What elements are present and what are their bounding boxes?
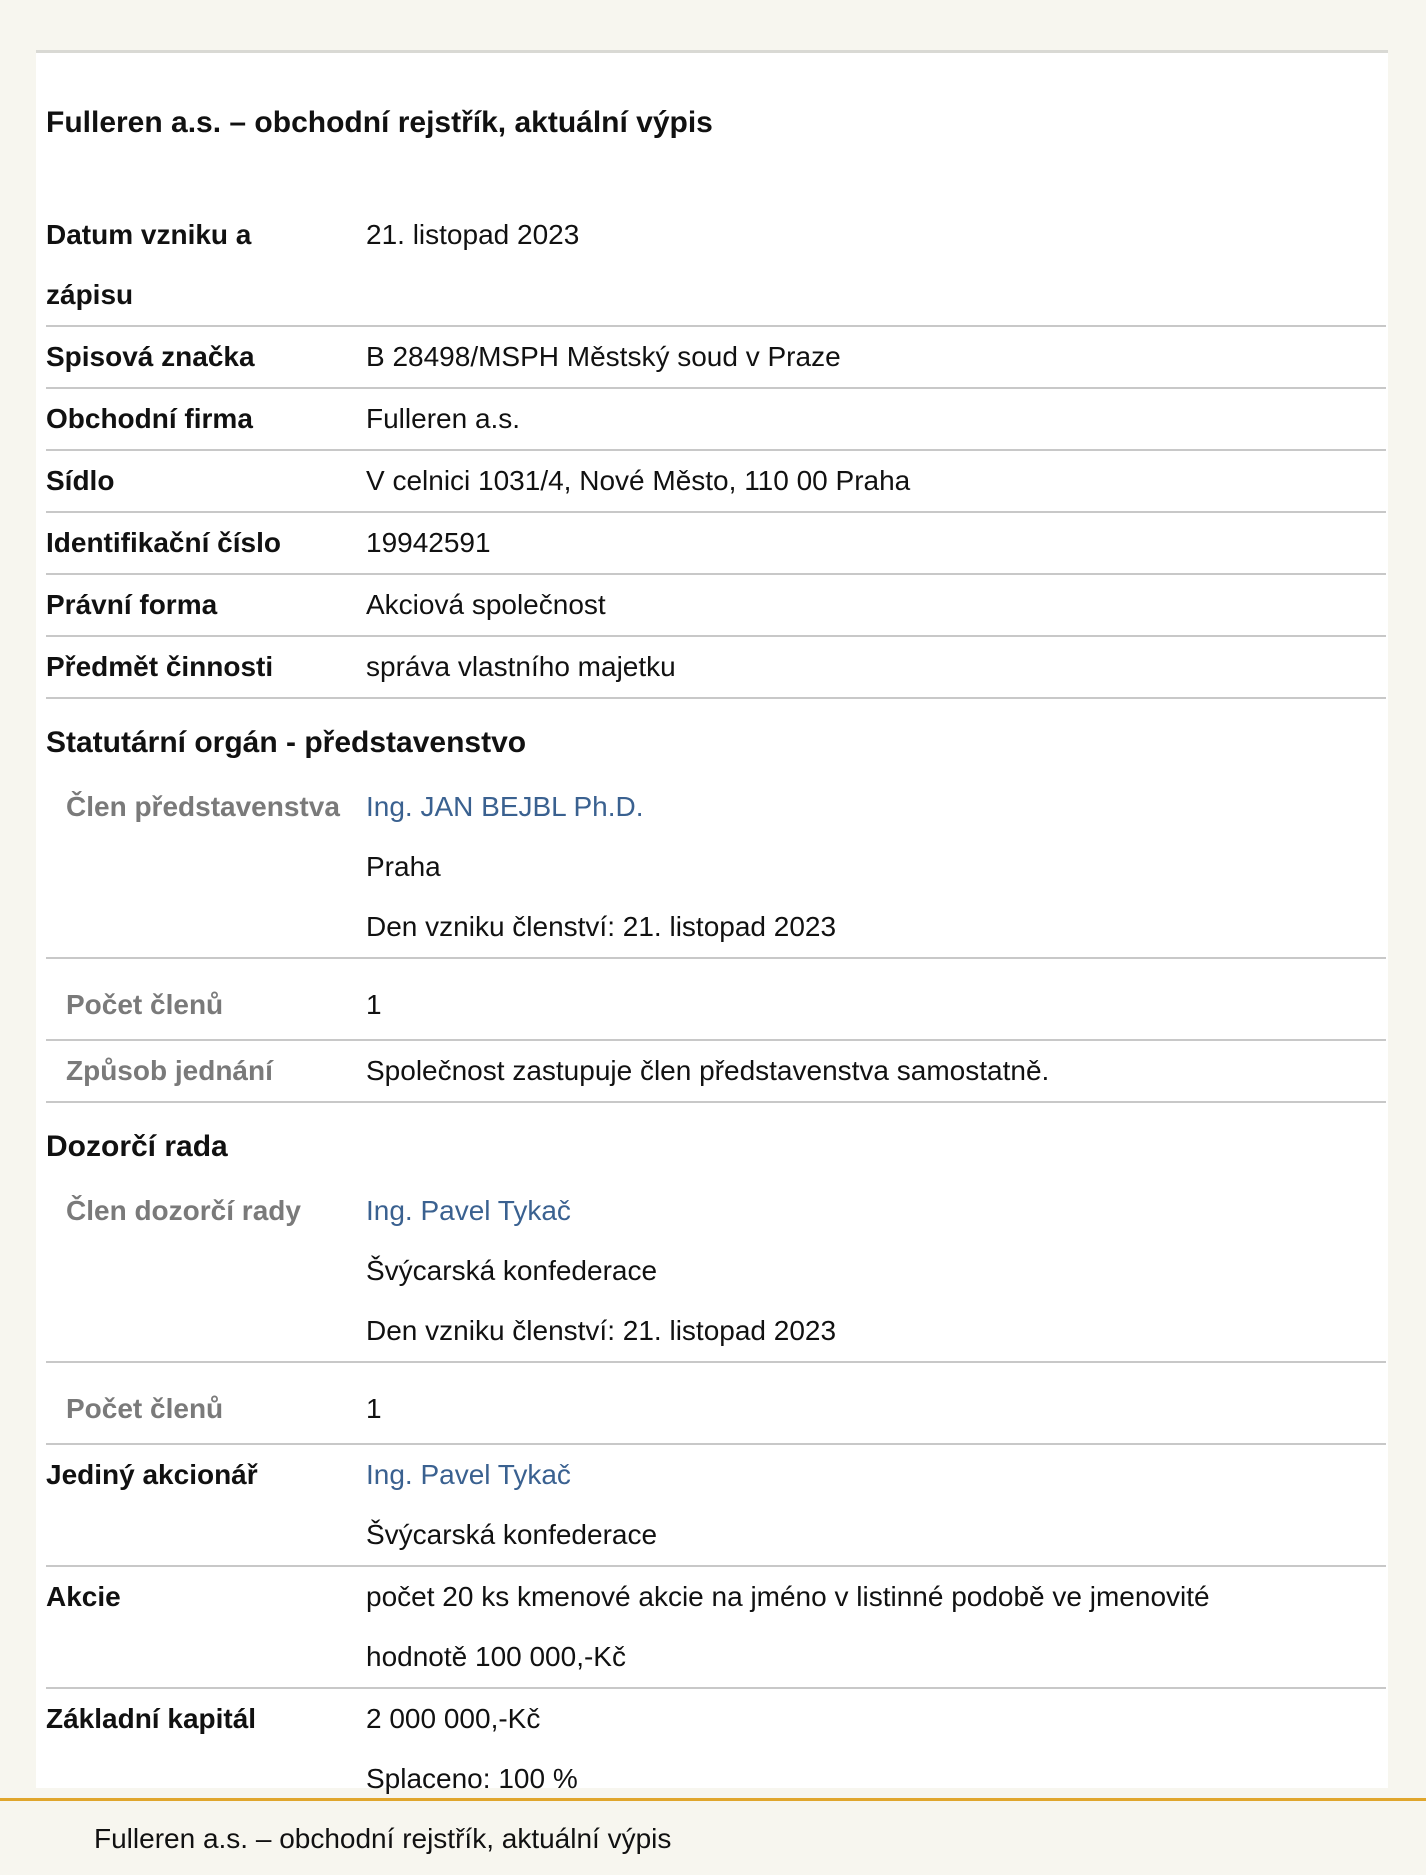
row-zakladni-kapital: [46, 1689, 1386, 1811]
value-zakladni-kapital: [366, 1689, 1386, 1809]
label-obchodni-firma: Obchodní firma: [46, 403, 253, 434]
person-link-pavel-tykac[interactable]: Ing. Pavel Tykač: [366, 1195, 571, 1226]
label-spisova-znacka: Spisová značka: [46, 341, 255, 372]
row-akcie: [46, 1567, 1386, 1689]
clen-predstavenstva-city: Praha: [366, 851, 441, 882]
clen-dozorci-rady-date: Den vzniku členství: 21. listopad 2023: [366, 1315, 837, 1346]
value-spisova-znacka: B 28498/MSPH Městský soud v Praze: [366, 341, 841, 372]
label-predmet-cinnosti: Předmět činnosti: [46, 651, 274, 682]
row-zpusob-jednani: [46, 1041, 1386, 1103]
value-jediny-akcionar: [366, 1445, 1386, 1565]
row-sidlo: [46, 451, 1386, 513]
label-pocet-clenu-dozorci: Počet členů: [66, 1393, 224, 1424]
value-clen-dozorci-rady: [366, 1181, 1386, 1361]
page-title: Fulleren a.s. – obchodní rejstřík, aktuální výpis: [46, 106, 713, 139]
label-clen-dozorci-rady: Člen dozorčí rady: [66, 1195, 301, 1226]
label-identifikacni-cislo: Identifikační číslo: [46, 527, 281, 558]
person-link-akcionar-pavel-tykac[interactable]: Ing. Pavel Tykač: [366, 1459, 571, 1490]
row-pocet-clenu-dozorci-rady: [46, 1377, 1386, 1445]
value-sidlo: V celnici 1031/4, Nové Město, 110 00 Praha: [366, 465, 911, 496]
row-clen-predstavenstva: [46, 777, 1386, 959]
footer-title: Fulleren a.s. – obchodní rejstřík, aktuální výpis: [94, 1823, 672, 1854]
row-datum-vzniku: [46, 205, 1386, 327]
register-extract-card: [36, 50, 1388, 1794]
clen-predstavenstva-date: Den vzniku členství: 21. listopad 2023: [366, 911, 837, 942]
row-identifikacni-cislo: [46, 513, 1386, 575]
label-sidlo: Sídlo: [46, 465, 115, 496]
clen-dozorci-rady-country: Švýcarská konfederace: [366, 1255, 658, 1286]
akcie-line-2: hodnotě 100 000,-Kč: [366, 1641, 626, 1672]
label-zpusob-jednani: Způsob jednání: [66, 1055, 273, 1086]
label-pravni-forma: Právní forma: [46, 589, 218, 620]
value-identifikacni-cislo: 19942591: [366, 527, 491, 558]
label-pocet-clenu: Počet členů: [66, 989, 224, 1020]
row-jediny-akcionar: [46, 1445, 1386, 1567]
zakladni-kapital-splaceno: Splaceno: 100 %: [366, 1763, 578, 1794]
page-footer: [0, 1798, 1426, 1875]
akcionar-country: Švýcarská konfederace: [366, 1519, 658, 1550]
label-jediny-akcionar: Jediný akcionář: [46, 1459, 258, 1490]
label-zakladni-kapital: Základní kapitál: [46, 1703, 257, 1734]
row-clen-dozorci-rady: [46, 1181, 1386, 1363]
akcie-line-1: počet 20 ks kmenové akcie na jméno v listinné podobě ve jmenovité: [366, 1581, 1210, 1612]
person-link-jan-bejbl[interactable]: Ing. JAN BEJBL Ph.D.: [366, 791, 644, 822]
zakladni-kapital-amount: 2 000 000,-Kč: [366, 1703, 541, 1734]
row-spisova-znacka: [46, 327, 1386, 389]
label-clen-predstavenstva: Člen představenstva: [66, 791, 340, 822]
row-pravni-forma: [46, 575, 1386, 637]
value-pravni-forma: Akciová společnost: [366, 589, 606, 620]
value-datum-vzniku: 21. listopad 2023: [366, 219, 580, 250]
section-heading-dozorci-rada: Dozorčí rada: [46, 1130, 228, 1163]
value-pocet-clenu: 1: [366, 989, 382, 1020]
value-zpusob-jednani: Společnost zastupuje člen představenstva samostatně.: [366, 1055, 1050, 1086]
section-heading-statutarni-organ: Statutární orgán - představenstvo: [46, 726, 527, 759]
value-akcie: [366, 1567, 1386, 1687]
row-predmet-cinnosti: [46, 637, 1386, 699]
value-clen-predstavenstva: [366, 777, 1386, 957]
label-akcie: Akcie: [46, 1581, 121, 1612]
value-predmet-cinnosti: správa vlastního majetku: [366, 651, 676, 682]
label-datum-vzniku: Datum vzniku a zápisu: [46, 219, 252, 310]
value-obchodni-firma: Fulleren a.s.: [366, 403, 521, 434]
value-pocet-clenu-dozorci: 1: [366, 1393, 382, 1424]
row-obchodni-firma: [46, 389, 1386, 451]
row-pocet-clenu-predstavenstva: [46, 973, 1386, 1041]
